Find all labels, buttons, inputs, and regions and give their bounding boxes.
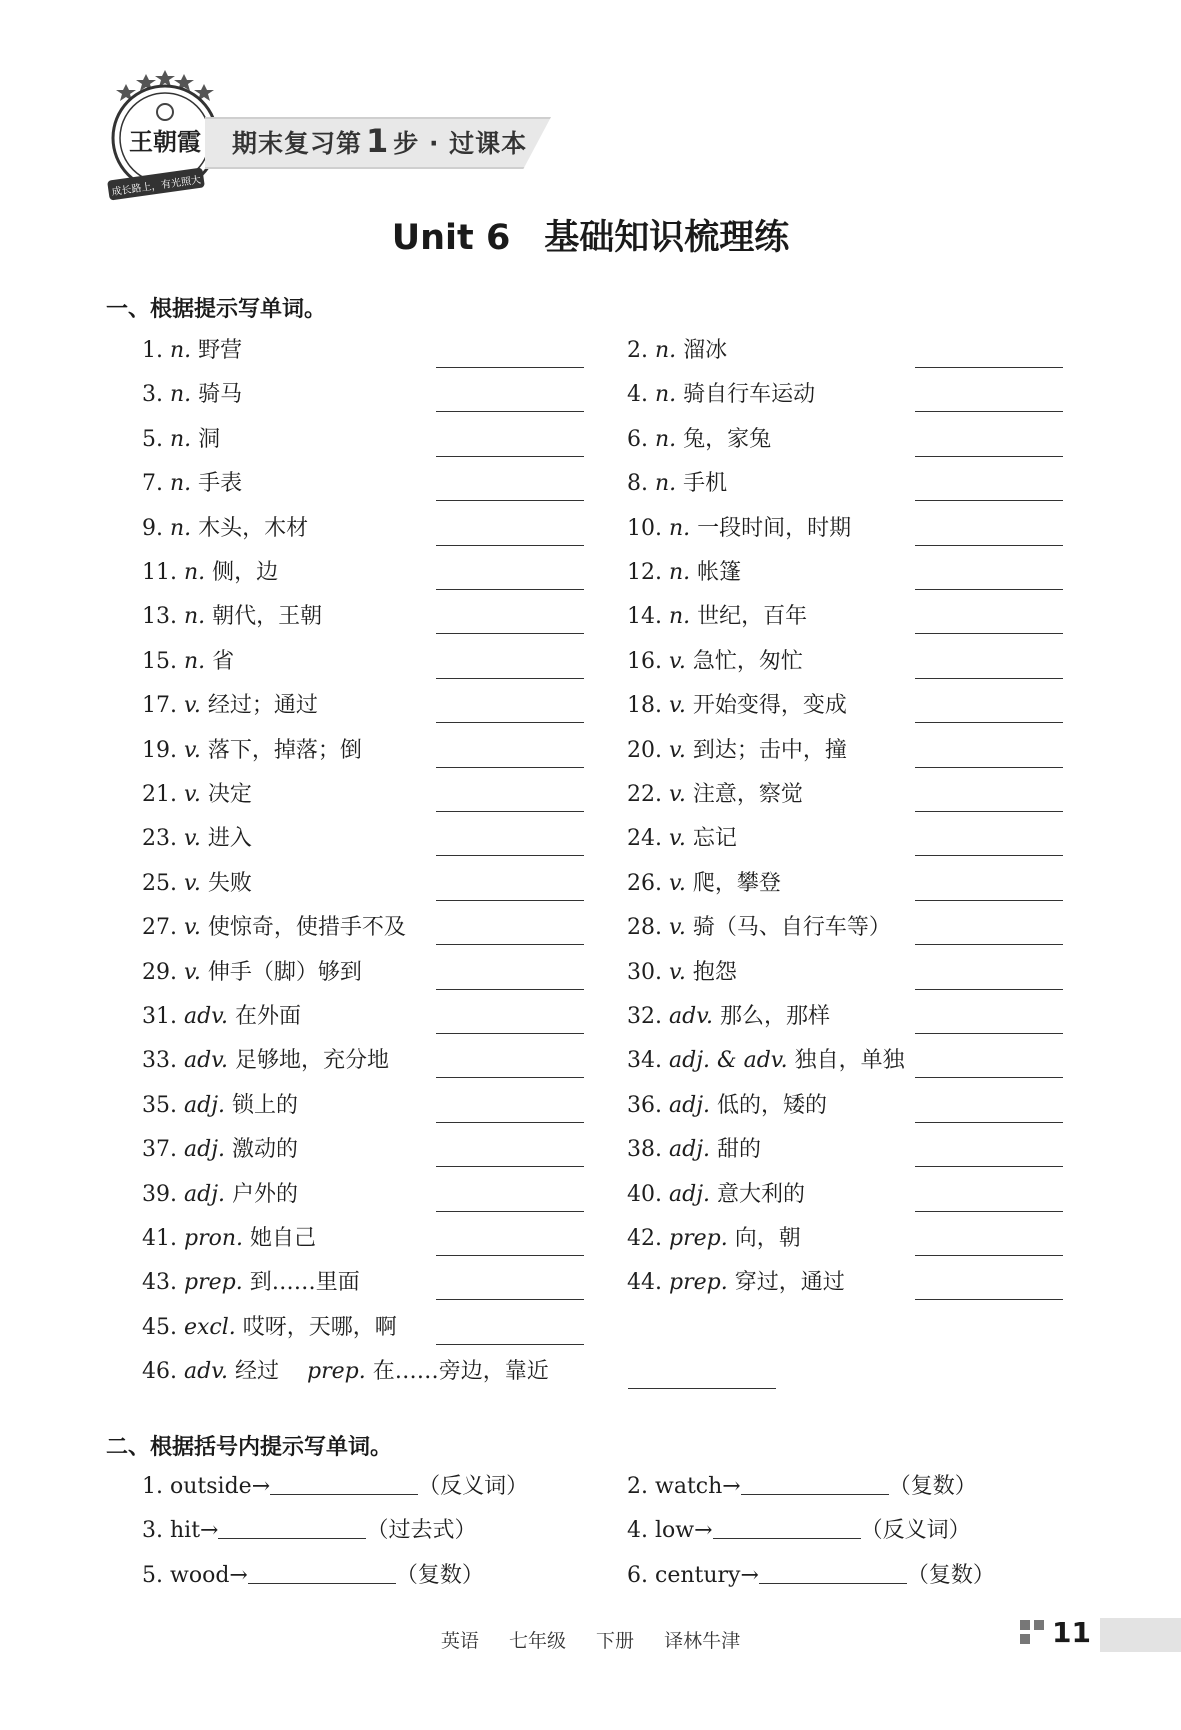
answer-blank[interactable] [436,678,584,679]
part-of-speech: v. [669,870,686,896]
item-meaning: 伸手（脚）够到 [207,959,362,985]
exercise-item [142,1002,301,1032]
exercise-item [627,1224,801,1254]
answer-blank[interactable] [915,989,1063,990]
part-of-speech: adj. [669,1181,711,1207]
item-number: 42. [627,1226,662,1251]
exercise-item [627,824,737,854]
part-of-speech: n. [184,604,206,630]
item-number: 6. [627,426,648,452]
part-of-speech: adj. & adv. [669,1048,788,1074]
item-meaning: 抱怨 [692,959,737,985]
item-meaning: 溜冰 [683,338,728,363]
item-number: 4. [627,382,648,408]
part-of-speech: adv. [184,1359,229,1384]
part-of-speech: n. [655,338,677,363]
hint-label: （反义词） [860,1518,971,1544]
exercise-item [142,736,362,766]
part-of-speech: v. [184,826,201,852]
answer-blank[interactable] [915,411,1063,412]
item-number: 30. [627,959,662,985]
hint-label: （复数） [395,1562,484,1588]
answer-blank[interactable] [915,767,1063,768]
part-of-speech: adj. [669,1137,711,1163]
answer-blank[interactable] [915,1033,1063,1034]
item-meaning: 足够地，充分地 [235,1048,390,1074]
part-of-speech: pron. [184,1226,244,1251]
answer-blank[interactable] [915,1122,1063,1123]
answer-blank[interactable] [915,722,1063,723]
part-of-speech-2: prep. [307,1359,366,1384]
answer-blank[interactable] [436,1077,584,1078]
exercise-item [627,869,781,899]
item-number: 15. [142,648,177,674]
part-of-speech: v. [184,693,201,719]
item-number: 21. [142,782,177,807]
item-meaning: 骑（马、自行车等） [692,915,891,941]
source-word: wood [170,1562,230,1588]
banner-step-number: 1 [366,122,390,160]
exercise-item [627,691,847,721]
exercise-item [142,1313,397,1343]
item-meaning: 决定 [207,782,252,807]
part-of-speech: n. [170,471,192,497]
source-word: outside [170,1474,252,1499]
arrow-icon: → [251,1474,271,1499]
answer-blank[interactable] [248,1561,396,1584]
item-meaning: 独自，单独 [794,1048,905,1074]
arrow-icon: → [200,1518,219,1544]
exercise-item [142,336,242,366]
item-number: 11. [142,560,177,585]
exercise-item [627,336,727,366]
answer-blank[interactable] [436,411,584,412]
item-number: 45. [142,1314,177,1340]
exercise-item [627,1091,827,1121]
source-word: low [655,1518,695,1544]
answer-blank[interactable] [436,989,584,990]
part-of-speech: v. [669,782,686,807]
part-of-speech: n. [655,382,677,408]
arrow-icon: → [740,1562,759,1588]
part-of-speech: adj. [184,1181,226,1207]
part-of-speech: v. [184,870,201,896]
part-of-speech: prep. [669,1226,728,1251]
exercise-item [627,558,741,588]
part-of-speech: v. [669,648,686,674]
exercise-item [142,824,252,854]
item-number: 18. [627,693,662,719]
unit-label: Unit 6 [391,218,511,258]
item-number: 4. [627,1518,648,1544]
answer-blank[interactable] [741,1472,889,1495]
exercise-item [627,602,807,632]
answer-blank[interactable] [436,456,584,457]
item-number: 34. [627,1048,662,1074]
part-of-speech: excl. [184,1314,236,1340]
exercise-item [142,514,308,544]
exercise-item [142,780,252,810]
item-meaning-2: 在……旁边，靠近 [372,1359,549,1384]
exercise-item [142,469,242,499]
exercise-item [142,1135,298,1165]
exercise-item [627,913,891,943]
item-meaning: 洞 [198,426,221,452]
part-of-speech: n. [170,426,192,452]
answer-blank[interactable] [915,678,1063,679]
answer-blank[interactable] [436,367,584,368]
part-of-speech: adv. [184,1048,229,1074]
footer-volume: 下册 [596,1630,635,1652]
exercise-item [627,1046,905,1076]
footer-subject: 英语 [440,1630,479,1652]
answer-blank[interactable] [436,1344,584,1345]
part-of-speech: n. [170,338,192,363]
item-number: 31. [142,1004,177,1029]
item-number: 40. [627,1181,662,1207]
answer-blank[interactable] [915,500,1063,501]
part-of-speech: adv. [669,1004,714,1029]
part-of-speech: prep. [669,1270,728,1296]
item-number: 3. [142,382,163,408]
item-number: 8. [627,471,648,497]
exercise-item [142,1046,389,1076]
footer-edition: 译林牛津 [664,1630,741,1652]
derivation-item [142,1516,477,1546]
source-word: century [655,1562,741,1588]
item-meaning: 到达；击中，撞 [692,737,847,763]
exercise-item [142,1091,298,1121]
exercise-item [142,1180,298,1210]
part-of-speech: v. [669,737,686,763]
answer-blank-46[interactable] [628,1388,776,1389]
item-meaning: 开始变得，变成 [692,693,847,719]
exercise-item [627,1135,761,1165]
part-of-speech: v. [184,915,201,941]
item-meaning: 哎呀，天哪，啊 [242,1314,397,1340]
part-of-speech: v. [669,959,686,985]
answer-blank[interactable] [436,1122,584,1123]
answer-blank[interactable] [713,1516,861,1539]
derivation-item [627,1561,995,1591]
brand-name: 王朝霞 [129,127,201,156]
answer-blank[interactable] [436,900,584,901]
answer-blank[interactable] [915,1166,1063,1167]
arrow-icon: → [694,1518,713,1544]
page-number-bar [1100,1618,1181,1652]
answer-blank[interactable] [436,1033,584,1034]
exercise-item [142,558,278,588]
item-number: 17. [142,693,177,719]
item-number: 3. [142,1518,163,1544]
item-number: 23. [142,826,177,852]
item-meaning: 那么，那样 [720,1004,831,1029]
section2-heading: 二、根据括号内提示写单词。 [106,1435,393,1460]
item-meaning: 骑马 [198,382,243,408]
item-meaning: 爬，攀登 [692,870,781,896]
answer-blank[interactable] [436,944,584,945]
section1-heading: 一、根据提示写单词。 [106,297,327,322]
exercise-item [627,736,847,766]
exercise-item [627,380,815,410]
answer-blank[interactable] [915,1211,1063,1212]
arrow-icon: → [229,1562,248,1588]
item-number: 28. [627,915,662,941]
part-of-speech: adj. [184,1092,226,1118]
item-meaning: 她自己 [250,1226,317,1251]
item-meaning: 使惊奇，使措手不及 [207,915,406,941]
item-meaning: 手机 [683,471,728,497]
item-number: 35. [142,1092,177,1118]
derivation-item [627,1516,971,1546]
part-of-speech: n. [184,560,206,585]
item-number: 20. [627,737,662,763]
item-number: 1. [142,1474,163,1499]
answer-blank[interactable] [218,1516,366,1539]
item-number: 26. [627,870,662,896]
item-number: 37. [142,1137,177,1163]
item-number: 13. [142,604,177,630]
part-of-speech: v. [184,959,201,985]
item-number: 39. [142,1181,177,1207]
item-number: 43. [142,1270,177,1296]
page-footer [0,1626,1181,1653]
item-meaning: 经过；通过 [207,693,318,719]
item-meaning: 野营 [198,338,243,363]
item-number: 27. [142,915,177,941]
answer-blank[interactable] [915,1077,1063,1078]
banner-pre: 期末复习第 [232,129,363,158]
answer-blank[interactable] [436,855,584,856]
part-of-speech: adj. [184,1137,226,1163]
item-number: 6. [627,1562,648,1588]
banner-post: 步 · 过课本 [393,129,528,158]
item-number: 29. [142,959,177,985]
exercise-item [627,469,727,499]
answer-blank[interactable] [436,545,584,546]
item-number: 41. [142,1226,177,1251]
answer-blank[interactable] [915,855,1063,856]
answer-blank[interactable] [436,1166,584,1167]
part-of-speech: n. [669,604,691,630]
exercise-item [627,958,737,988]
derivation-item [627,1472,977,1502]
item-number: 12. [627,560,662,585]
answer-blank[interactable] [270,1472,418,1495]
item-meaning: 注意，察觉 [692,782,803,807]
part-of-speech: n. [669,515,691,541]
answer-blank[interactable] [436,589,584,590]
brand-motto: 成长路上，有光照大 [111,174,202,199]
item-number: 19. [142,737,177,763]
item-meaning: 到……里面 [249,1270,360,1296]
unit-topic: 基础知识梳理练 [544,218,790,258]
exercise-item [142,869,252,899]
exercise-item [627,647,803,677]
item-meaning: 甜的 [717,1137,762,1163]
part-of-speech: v. [184,782,201,807]
part-of-speech: n. [170,515,192,541]
page-decoration [1020,1620,1046,1648]
exercise-item [627,425,771,455]
exercise-item [142,647,234,677]
answer-blank[interactable] [915,811,1063,812]
answer-blank[interactable] [436,1211,584,1212]
hint-label: （反义词） [418,1474,529,1499]
item-number: 46. [142,1359,177,1384]
answer-blank[interactable] [915,1255,1063,1256]
item-number: 33. [142,1048,177,1074]
answer-blank[interactable] [436,722,584,723]
hint-label: （过去式） [366,1518,477,1544]
answer-blank[interactable] [759,1561,907,1584]
answer-blank[interactable] [436,811,584,812]
item-meaning: 骑自行车运动 [683,382,816,408]
answer-blank[interactable] [436,633,584,634]
item-meaning: 一段时间，时期 [697,515,852,541]
item-number: 24. [627,826,662,852]
exercise-item [627,1002,830,1032]
answer-blank[interactable] [915,900,1063,901]
item-meaning: 在外面 [235,1004,302,1029]
part-of-speech: prep. [184,1270,243,1296]
item-meaning: 向，朝 [734,1226,801,1251]
item-meaning: 锁上的 [232,1092,299,1118]
derivation-item [142,1472,528,1502]
answer-blank[interactable] [915,367,1063,368]
answer-blank[interactable] [915,456,1063,457]
item-meaning: 木头，木材 [198,515,309,541]
item-number: 10. [627,515,662,541]
answer-blank[interactable] [915,944,1063,945]
answer-blank[interactable] [915,545,1063,546]
exercise-item [142,958,362,988]
answer-blank[interactable] [436,500,584,501]
exercise-item [627,1268,845,1298]
item-meaning: 进入 [207,826,252,852]
item-meaning: 落下，掉落；倒 [207,737,362,763]
item-number: 25. [142,870,177,896]
item-meaning: 失败 [207,870,252,896]
item-meaning: 意大利的 [717,1181,806,1207]
item-meaning: 手表 [198,471,243,497]
part-of-speech: v. [184,737,201,763]
source-word: watch [655,1474,723,1499]
item-number: 36. [627,1092,662,1118]
item-number: 2. [627,338,648,363]
item-meaning: 经过 [235,1359,280,1384]
exercise-item-46 [142,1357,549,1387]
item-meaning: 兔，家兔 [683,426,772,452]
part-of-speech: n. [655,426,677,452]
part-of-speech: adj. [669,1092,711,1118]
item-meaning: 侧，边 [212,560,279,585]
part-of-speech: n. [170,382,192,408]
exercise-item [142,913,406,943]
item-number: 22. [627,782,662,807]
answer-blank[interactable] [915,633,1063,634]
item-meaning: 穿过，通过 [734,1270,845,1296]
hint-label: （复数） [888,1474,977,1499]
part-of-speech: adv. [184,1004,229,1029]
item-meaning: 户外的 [232,1181,299,1207]
item-number: 5. [142,426,163,452]
answer-blank[interactable] [436,1255,584,1256]
item-meaning: 朝代，王朝 [212,604,323,630]
exercise-item [627,780,803,810]
item-meaning: 帐篷 [697,560,742,585]
part-of-speech: v. [669,915,686,941]
exercise-item [142,602,322,632]
item-number: 32. [627,1004,662,1029]
chapter-banner-text [232,124,527,158]
exercise-item [142,380,242,410]
page-number: 11 [1052,1616,1091,1649]
answer-blank[interactable] [436,1299,584,1300]
exercise-item [142,1268,360,1298]
item-meaning: 省 [212,648,235,674]
item-meaning: 急忙，匆忙 [692,648,803,674]
arrow-icon: → [722,1474,741,1499]
exercise-item [142,425,220,455]
exercise-item [627,514,851,544]
item-meaning: 忘记 [692,826,737,852]
answer-blank[interactable] [915,1299,1063,1300]
part-of-speech: v. [669,693,686,719]
answer-blank[interactable] [915,589,1063,590]
item-number: 5. [142,1562,163,1588]
derivation-item [142,1561,484,1591]
item-number: 2. [627,1474,648,1499]
item-meaning: 激动的 [232,1137,299,1163]
part-of-speech: n. [669,560,691,585]
part-of-speech: n. [655,471,677,497]
part-of-speech: n. [184,648,206,674]
exercise-item [627,1180,805,1210]
item-number: 44. [627,1270,662,1296]
part-of-speech: v. [669,826,686,852]
item-meaning: 世纪，百年 [697,604,808,630]
item-meaning: 低的，矮的 [717,1092,828,1118]
item-number: 9. [142,515,163,541]
item-number: 7. [142,471,163,497]
source-word: hit [170,1518,201,1544]
item-number: 1. [142,338,163,363]
item-number: 38. [627,1137,662,1163]
footer-grade: 七年级 [508,1630,566,1652]
item-number: 14. [627,604,662,630]
item-number: 16. [627,648,662,674]
exercise-item [142,1224,316,1254]
page-title [0,210,1181,260]
answer-blank[interactable] [436,767,584,768]
exercise-item [142,691,318,721]
hint-label: （复数） [906,1562,995,1588]
